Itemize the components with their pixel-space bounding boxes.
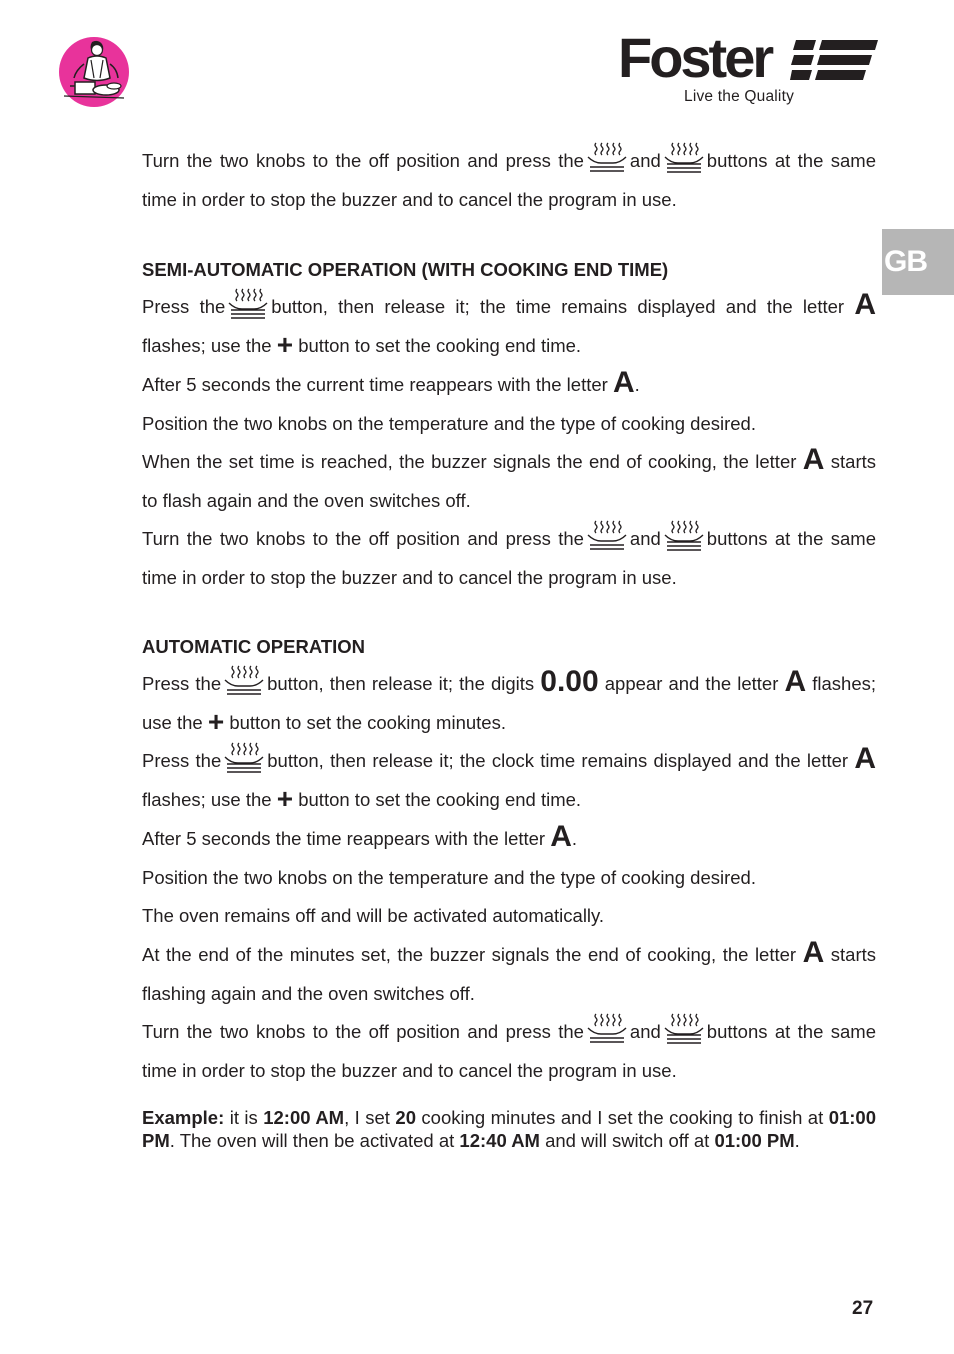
paragraph-auto-end: At the end of the minutes set, the buzzer signals the end of cooking, the letter A starts flashing again and the oven switches off. (142, 936, 877, 1004)
paragraph-semi-end: When the set time is reached, the buzzer signals the end of cooking, the letter A starts to flash again and the oven switches off. (142, 443, 876, 511)
example-label: Example: (142, 1107, 225, 1128)
paragraph-auto-position: Position the two knobs on the temperature and the type of cooking desired. (142, 867, 756, 888)
paragraph-semi-position: Position the two knobs on the temperature and the type of cooking desired. (142, 413, 756, 434)
end-time-button-icon (587, 1012, 627, 1044)
paragraph-auto-remains-off: The oven remains off and will be activated automatically. (142, 905, 605, 926)
paragraph-auto-time-reappears: After 5 seconds the time reappears with the letter A. (142, 820, 578, 853)
paragraph-stop-buzzer-top: Turn the two knobs to the off position and press the and buttons at the same time in order to stop the buzzer and to cancel the program in use. (142, 141, 876, 219)
plus-button-symbol: + (276, 783, 294, 814)
plus-button-symbol: + (207, 706, 225, 737)
cooking-time-button-icon (664, 519, 704, 551)
digits-display: 0.00 (540, 665, 599, 698)
letter-a-display: A (802, 443, 825, 476)
paragraph-auto-press-minutes: Press the button, then release it; the digits 0.00 appear and the letter A flashes; use the + button to set the cooking minutes. (142, 665, 877, 737)
letter-a-display: A (550, 820, 572, 853)
brand-logo (618, 28, 878, 112)
end-time-button-icon (587, 141, 627, 173)
cooking-time-button-icon (664, 141, 704, 173)
cooking-time-button-icon (664, 1012, 704, 1044)
language-tab: GB (882, 229, 954, 295)
brand-stripes-icon (790, 40, 878, 80)
example-paragraph: Example: it is 12:00 AM, I set 20 cooking minutes and I set the cooking to finish at 01:00 PM. The oven will then be activated at 12:40 AM and will switch off at 01:00 PM. (142, 1107, 877, 1151)
letter-a-display: A (784, 665, 807, 698)
paragraph-semi-current-time: After 5 seconds the current time reappears with the letter A. (142, 366, 640, 399)
letter-a-display: A (612, 366, 635, 399)
heading-automatic: AUTOMATIC OPERATION (142, 636, 366, 657)
letter-a-display: A (802, 936, 825, 969)
page-number: 27 (852, 1298, 874, 1319)
cooking-time-button-icon (224, 741, 264, 773)
plus-button-symbol: + (276, 329, 294, 360)
paragraph-semi-press: Press the button, then release it; the time remains displayed and the letter A flashes; use the + button to set the cooking end time. (142, 288, 877, 360)
brand-name: Foster (618, 26, 772, 89)
paragraph-stop-buzzer-auto: Turn the two knobs to the off position and press the and buttons at the same time in order to stop the buzzer and to cancel the program in use. (142, 1012, 876, 1090)
paragraph-stop-buzzer-semi: Turn the two knobs to the off position and press the and buttons at the same time in order to stop the buzzer and to cancel the program in use. (142, 519, 876, 597)
letter-a-display: A (854, 742, 876, 775)
end-time-button-icon (587, 519, 627, 551)
letter-a-display: A (854, 288, 877, 321)
heading-semi-automatic: SEMI-AUTOMATIC OPERATION (WITH COOKING END TIME) (142, 259, 669, 280)
cooking-time-button-icon (228, 287, 268, 319)
brand-tagline: Live the Quality (684, 88, 795, 105)
end-time-button-icon (224, 664, 264, 696)
paragraph-auto-press-endtime: Press the button, then release it; the clock time remains displayed and the letter A flashes; use the + button to set the cooking end time. (142, 742, 876, 814)
chef-logo-icon (58, 36, 130, 108)
